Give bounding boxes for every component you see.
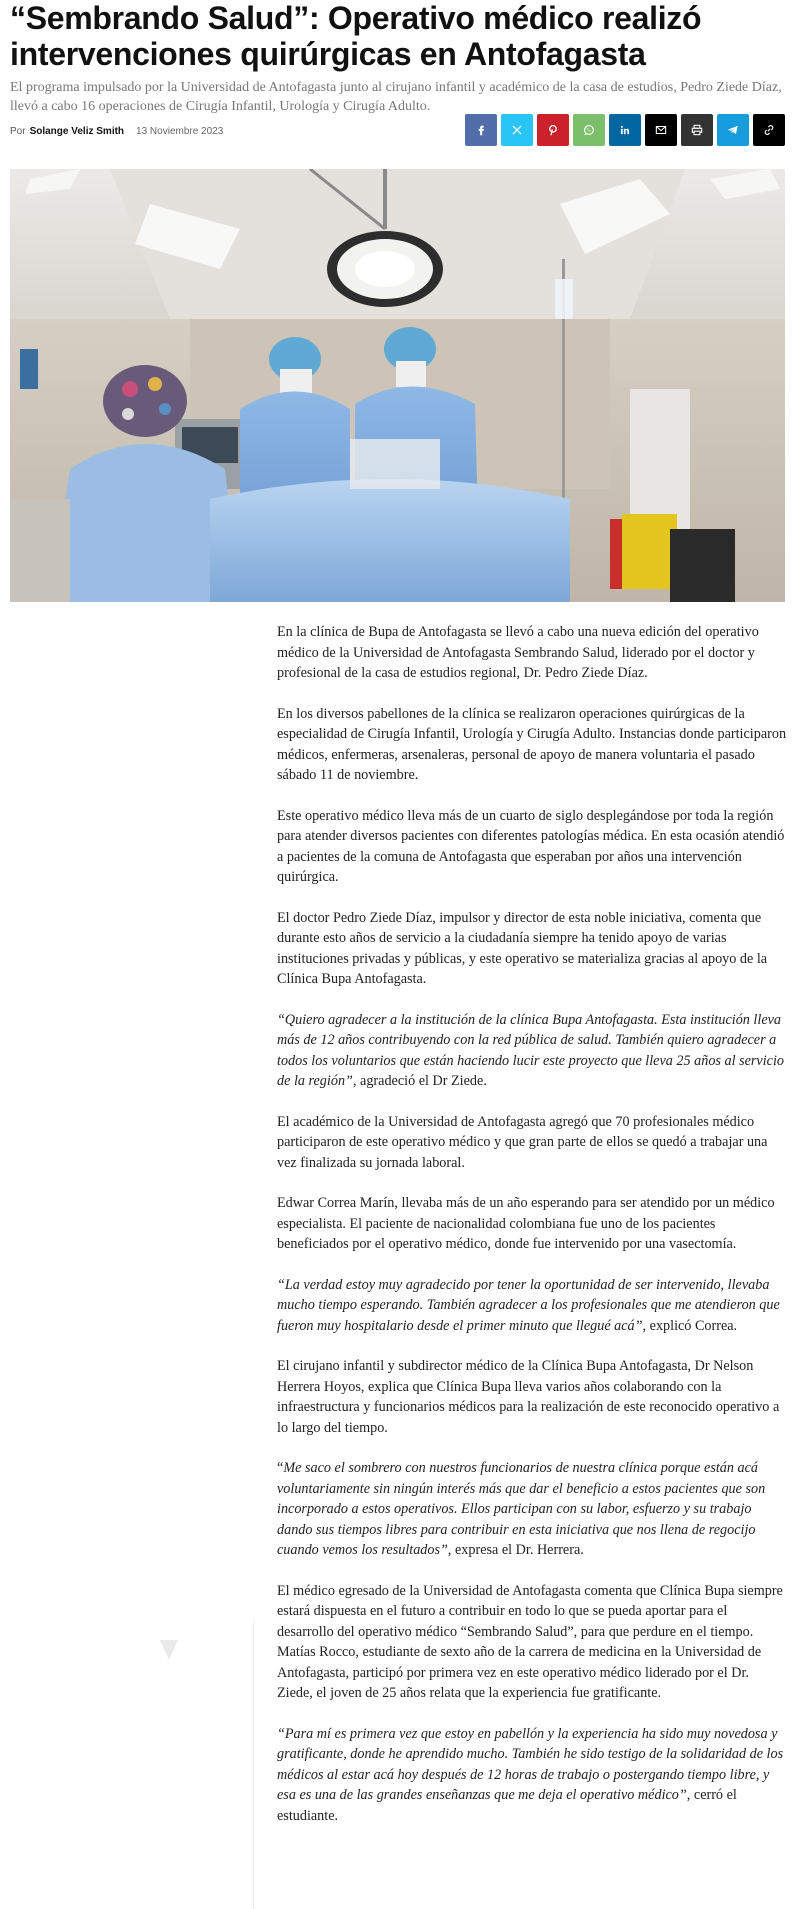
article-paragraph xyxy=(277,1010,787,1092)
article-text: El cirujano infantil y subdirector médico de la Clínica Bupa Antofagasta, Dr Nelson Herrera Hoyos, explica que Clínica Bupa lleva varios años colaborando con la infraestructura y funcionarios médicos para la realización de este reconocido operativo a lo largo del tiempo. xyxy=(277,1358,780,1436)
share-telegram-button[interactable] xyxy=(717,114,749,146)
share-bar xyxy=(465,114,785,146)
linkedin-icon xyxy=(618,123,632,137)
envelope-icon xyxy=(654,123,668,137)
share-x-button[interactable] xyxy=(501,114,533,146)
publish-date: 13 Noviembre 2023 xyxy=(136,125,224,137)
by-label: Por xyxy=(10,125,26,137)
article-body xyxy=(277,622,787,1846)
share-linkedin-button[interactable] xyxy=(609,114,641,146)
article-text: En los diversos pabellones de la clínica se realizaron operaciones quirúrgicas de la especialidad de Cirugía Infantil, Urología y Cirugía Adulto. Instancias donde participaron médicos, enfermeras, arsenaleras, personal de apoyo de manera voluntaria el pasado sábado 11 de noviembre. xyxy=(277,705,787,783)
facebook-icon xyxy=(474,123,488,137)
article-quote: “Quiero agradecer a la institución de la clínica Bupa Antofagasta. Esta institución lleva más de 12 años contribuyendo con la red pública de salud. También quiero agradecer a todos los voluntarios que están haciendo lucir este proyecto que lleva 25 años al servicio de la región” xyxy=(277,1011,784,1089)
article-quote: “Para mí es primera vez que estoy en pabellón y la experiencia ha sido muy novedosa y gratificante, donde he aprendido mucho. También he sido testigo de la solidaridad de los médicos al estar acá hoy después de 12 horas de trabajo o postergando tiempo libre, y esa es una de las grandes enseñanzas que me deja el operativo médico” xyxy=(277,1725,784,1803)
article-text: El doctor Pedro Ziede Díaz, impulsor y director de esta noble iniciativa, comenta que durante esto años de servicio a la ciudadanía siempre ha tenido apoyo de varias instituciones privadas y públicas, y este operativo se materializa gracias al apoyo de la Clínica Bupa Antofagasta. xyxy=(277,909,768,987)
article-paragraph xyxy=(277,1581,787,1704)
article-subtitle: El programa impulsado por la Universidad de Antofagasta junto al cirujano infantil y académico de la casa de estudios, Pedro Ziede Díaz, llevó a cabo 16 operaciones de Cirugía Infantil, Urología y Cirugía Adulto. xyxy=(10,80,782,114)
quote-open-mark: “ xyxy=(277,1460,284,1476)
printer-icon xyxy=(690,123,704,137)
article-paragraph xyxy=(277,908,787,990)
article-text: Este operativo médico lleva más de un cuarto de siglo desplegándose por toda la región para atender diversos pacientes con diferentes patologías médica. En esta ocasión atendió a pacientes de la comuna de Antofagasta que esperaban por años una intervención quirúrgica. xyxy=(277,807,785,885)
article-text: En la clínica de Bupa de Antofagasta se llevó a cabo una nueva edición del operativo médico de la Universidad de Antofagasta Sembrando Salud, liderado por el doctor y profesional de la casa de estudios regional, Dr. Pedro Ziede Díaz. xyxy=(277,624,759,681)
article-text: El académico de la Universidad de Antofagasta agregó que 70 profesionales médico participaron de este operativo médico y que gran parte de ellos se quedó a trabajar una vez finalizada su jornada laboral. xyxy=(277,1113,768,1171)
hero-photo-operating-room xyxy=(10,169,785,602)
article-paragraph xyxy=(277,622,787,684)
article-paragraph xyxy=(277,1724,787,1827)
scroll-down-icon xyxy=(160,1640,178,1660)
article-text: Edwar Correa Marín, llevaba más de un año esperando para ser atendido por un médico especialista. El paciente de nacionalidad colombiana fue uno de los pacientes beneficiados por el operativo médico, donde fue intervenido por una vasectomía. xyxy=(277,1195,775,1252)
article-paragraph xyxy=(277,1275,787,1337)
link-icon xyxy=(762,123,776,137)
article-text: , agradeció el Dr Ziede. xyxy=(352,1073,487,1089)
article-paragraph xyxy=(277,1112,787,1174)
article-text: , expresa el Dr. Herrera. xyxy=(447,1542,584,1558)
telegram-icon xyxy=(726,123,740,137)
pinterest-icon xyxy=(546,123,560,137)
article-text: , cerró el estudiante. xyxy=(277,1787,737,1824)
share-print-button[interactable] xyxy=(681,114,713,146)
article-text: , explicó Correa. xyxy=(642,1317,738,1334)
article-quote: Me saco el sombrero con nuestros funcionarios de nuestra clínica porque están acá voluntariamente sin ningún interés más que dar el beneficio a estos pacientes que son incorporado a estos operativos. Ellos participan con su labor, esfuerzo y su trabajo dando sus tiempos libres para contribuir en esta iniciativa que nos llena de regocijo cuando vemos los resultados” xyxy=(277,1460,766,1558)
article-title: “Sembrando Salud”: Operativo médico realizó intervenciones quirúrgicas en Antofagasta xyxy=(10,0,702,72)
share-email-button[interactable] xyxy=(645,114,677,146)
article-quote: “La verdad estoy muy agradecido por tener la oportunidad de ser intervenido, llevaba mucho tiempo esperando. También agradecer a los profesionales que me atendieron que fueron muy hospitalario desde el primer minuto que llegué acá” xyxy=(277,1276,780,1334)
share-whatsapp-button[interactable] xyxy=(573,114,605,146)
whatsapp-icon xyxy=(582,123,596,137)
author-name[interactable]: Solange Veliz Smith xyxy=(29,125,125,137)
surgery-illustration xyxy=(10,169,785,602)
article-paragraph xyxy=(277,1458,787,1561)
share-pinterest-button[interactable] xyxy=(537,114,569,146)
share-facebook-button[interactable] xyxy=(465,114,497,146)
sidebar-divider xyxy=(253,1620,254,1909)
article-paragraph xyxy=(277,806,787,888)
share-copy-link-button[interactable] xyxy=(753,114,785,146)
article-paragraph xyxy=(277,704,787,786)
article-paragraph xyxy=(277,1356,787,1438)
article-meta xyxy=(10,124,223,138)
article-paragraph xyxy=(277,1193,787,1255)
article-text: El médico egresado de la Universidad de Antofagasta comenta que Clínica Bupa siempre estará dispuesta en el futuro a contribuir en todo lo que se pueda aportar para el desarrollo del operativo médico “Sembrando Salud”, para que perdure en el tiempo. Matías Rocco, estudiante de sexto año de la carrera de medicina en la Universidad de Antofagasta, participó por primera vez en este operativo médico liderado por el Dr. Ziede, el joven de 25 años relata que la experiencia fue gratificante. xyxy=(277,1582,783,1701)
x-icon xyxy=(510,123,524,137)
